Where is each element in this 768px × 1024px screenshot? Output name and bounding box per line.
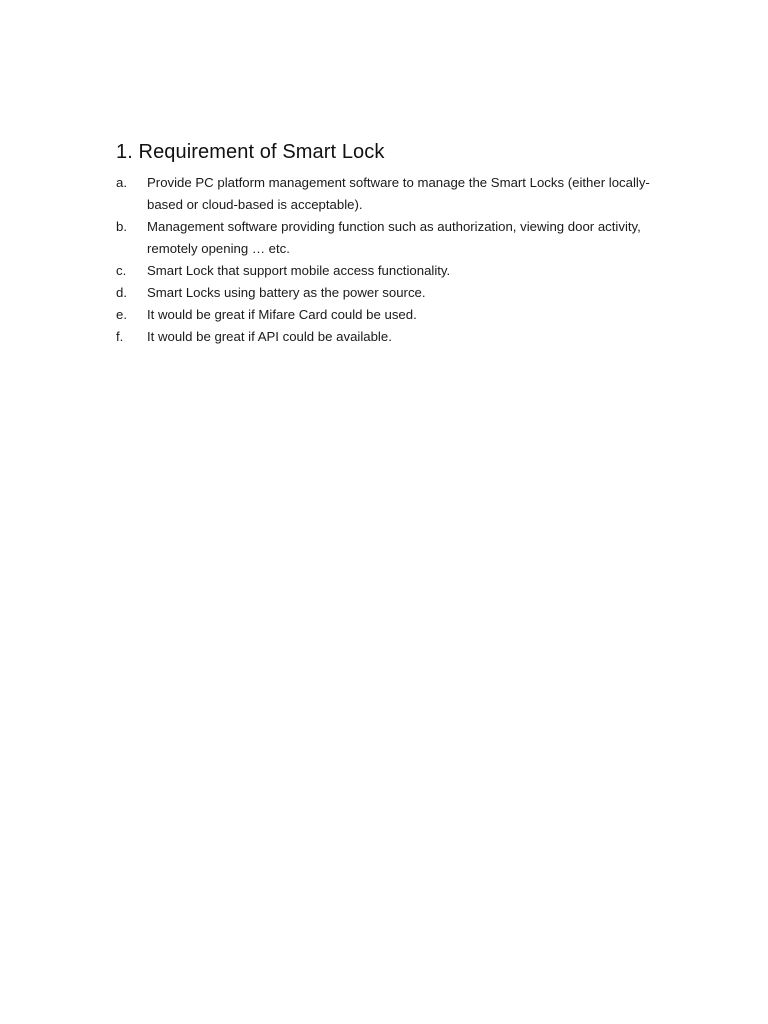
list-marker: a. xyxy=(116,175,127,190)
list-item-text: It would be great if API could be available. xyxy=(147,329,392,344)
list-item xyxy=(116,282,656,304)
list-marker: c. xyxy=(116,263,127,278)
document-body xyxy=(116,138,656,348)
section-heading: 1. Requirement of Smart Lock xyxy=(116,141,385,163)
list-item xyxy=(116,326,656,348)
list-item-text: It would be great if Mifare Card could be used. xyxy=(147,307,417,322)
list-item xyxy=(116,304,656,326)
list-item xyxy=(116,172,656,216)
list-marker: b. xyxy=(116,219,127,234)
list-marker: d. xyxy=(116,285,127,300)
list-item xyxy=(116,260,656,282)
requirements-list xyxy=(116,172,656,348)
list-item xyxy=(116,216,656,260)
list-item-text: Smart Lock that support mobile access functionality. xyxy=(147,263,451,278)
list-item-text: Provide PC platform management software to manage the Smart Locks (either locally-based or cloud-based is acceptable). xyxy=(147,175,650,212)
list-item-text: Management software providing function such as authorization, viewing door activity, remotely opening … etc. xyxy=(147,219,641,256)
list-marker: e. xyxy=(116,307,127,322)
list-item-text: Smart Locks using battery as the power source. xyxy=(147,285,426,300)
list-marker: f. xyxy=(116,329,124,344)
